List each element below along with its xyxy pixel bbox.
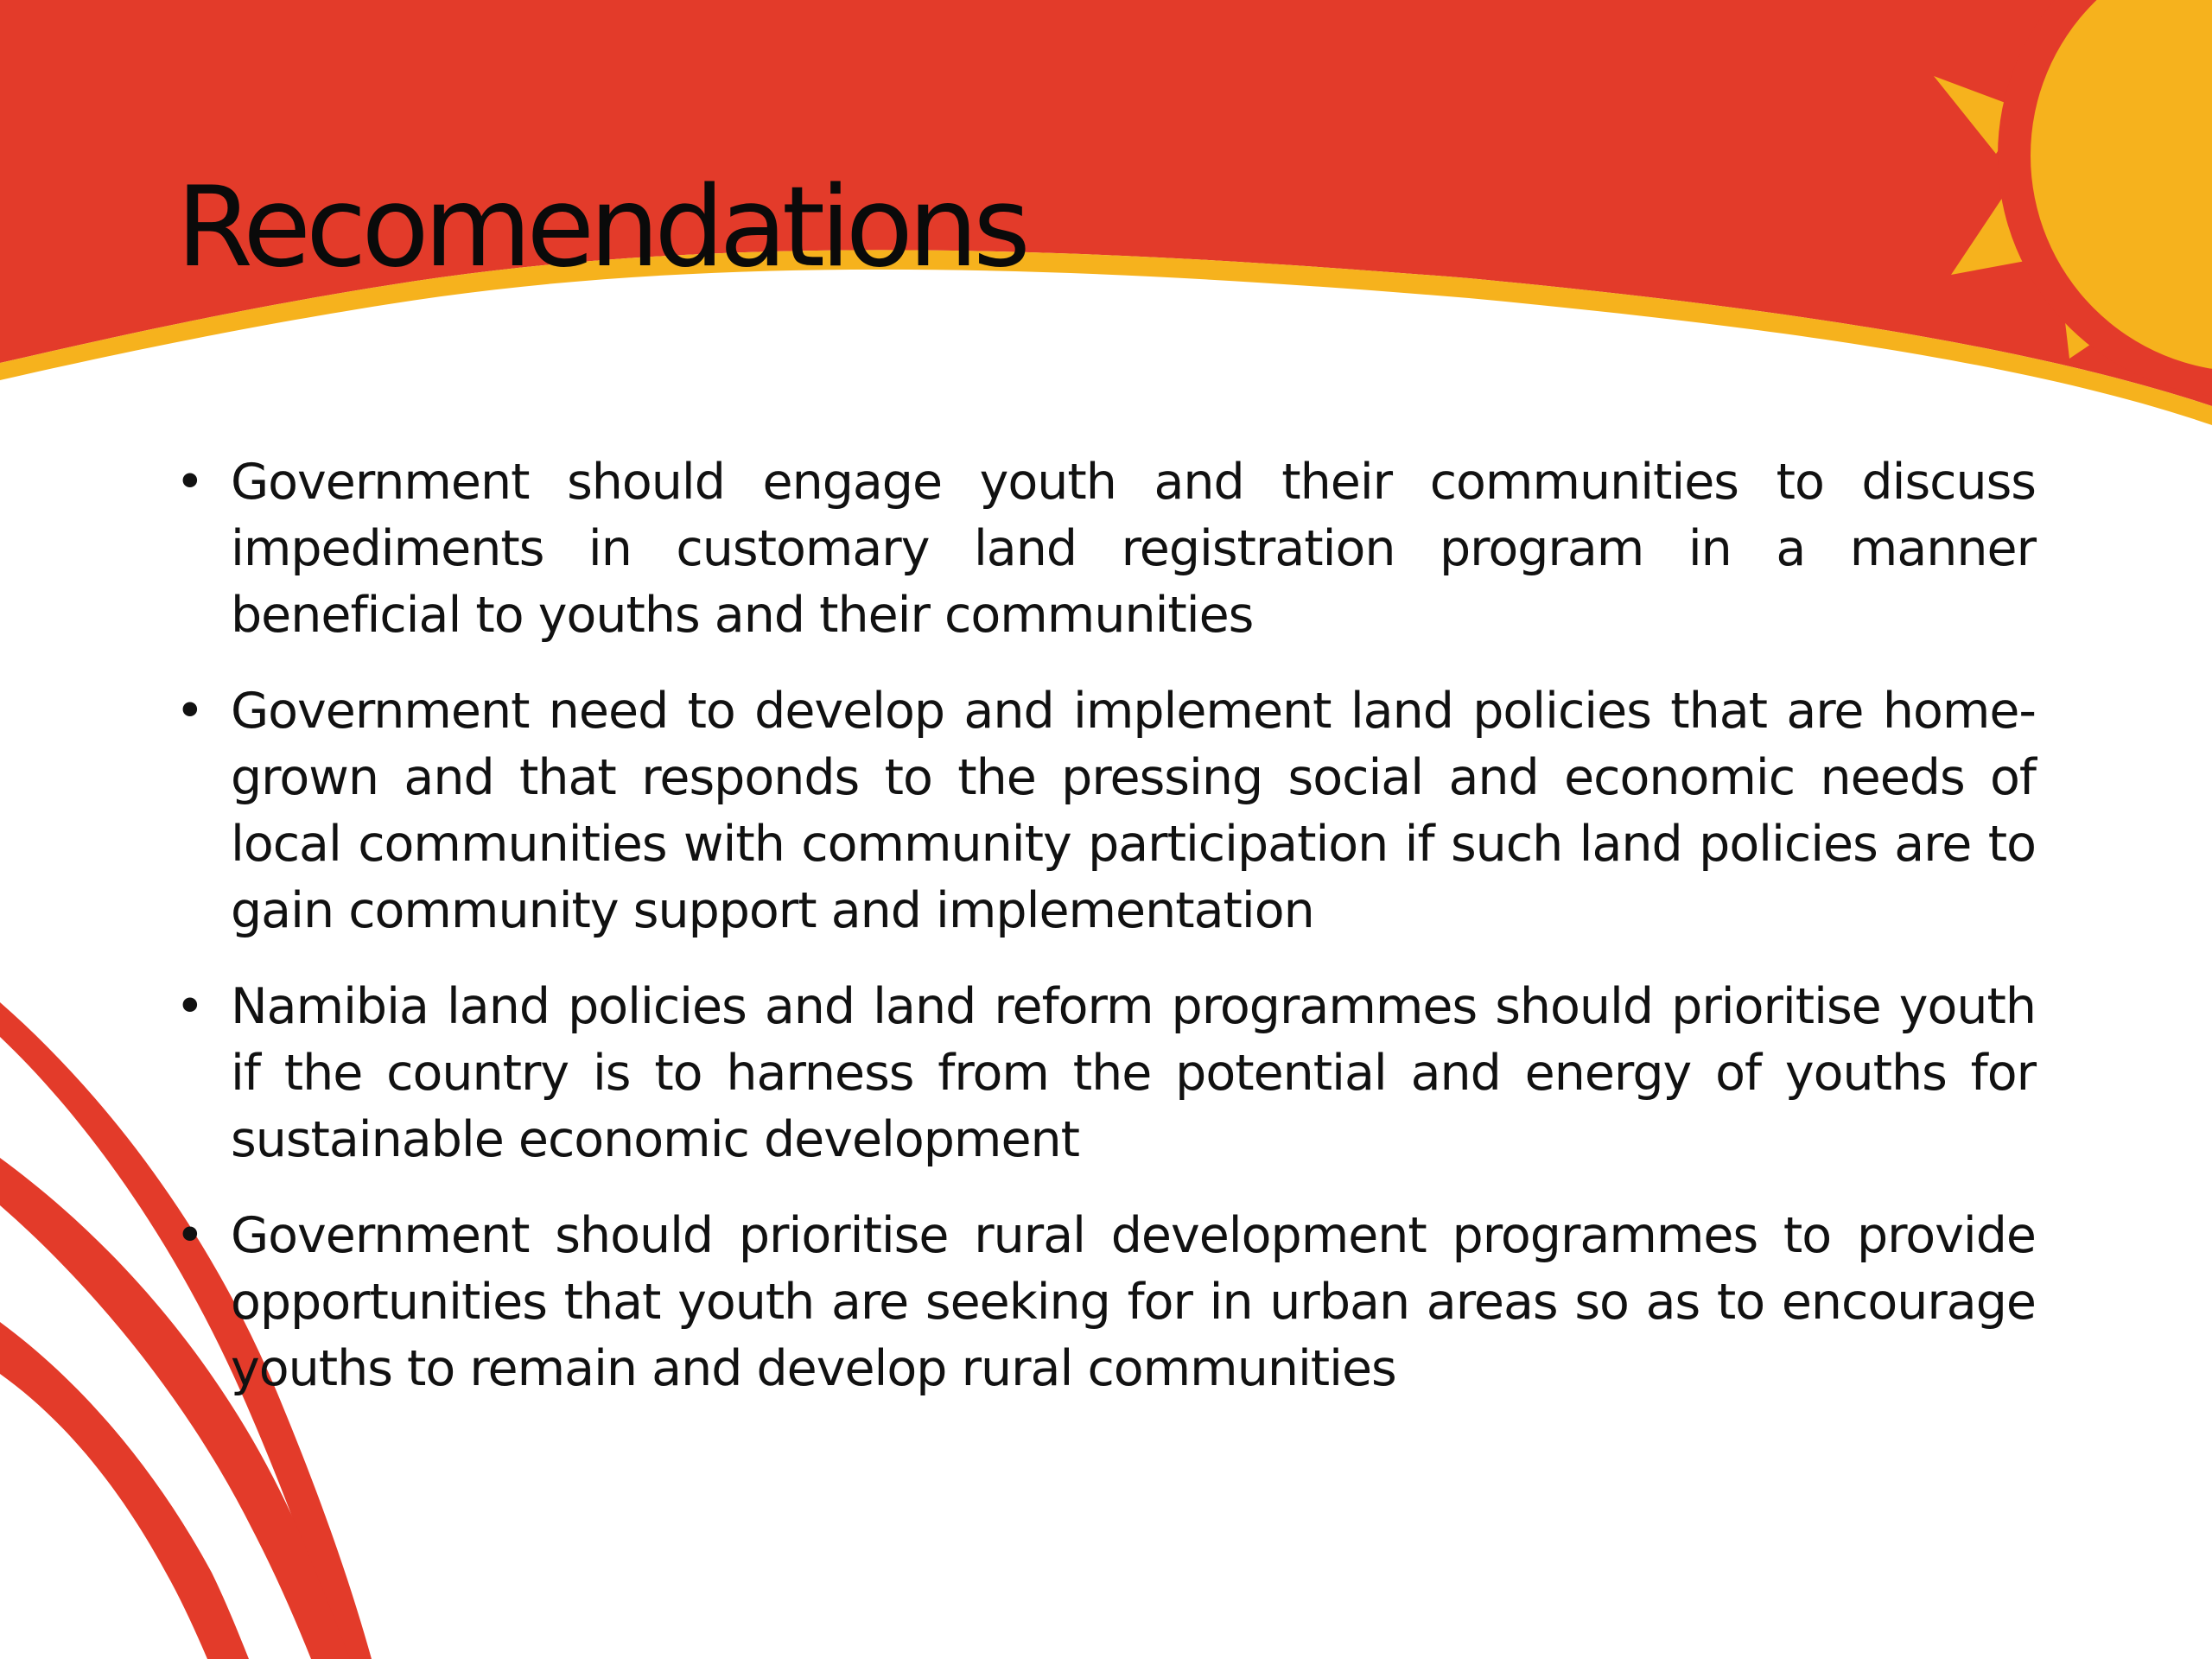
bullet-text: Namibia land policies and land reform programmes should prioritise youth if the country is to harness from the potential and energy of youths for sustainable economic development bbox=[231, 978, 2036, 1168]
bullet-icon: • bbox=[175, 1207, 204, 1264]
bullet-item bbox=[173, 678, 2036, 944]
slide-title: Recomendations bbox=[176, 163, 1026, 292]
bullet-icon: • bbox=[175, 454, 204, 511]
bullet-text: Government should engage youth and their communities to discuss impediments in customary land registration program in a manner beneficial to youths and their communities bbox=[231, 454, 2036, 644]
bullet-item bbox=[173, 974, 2036, 1173]
bullet-icon: • bbox=[175, 978, 204, 1035]
bullet-item bbox=[173, 1203, 2036, 1402]
bullet-text: Government need to develop and implement land policies that are home-grown and that responds to the pressing social and economic needs of local communities with community participation if such land policies are to gain community support and implementation bbox=[231, 683, 2036, 939]
recommendations-list bbox=[173, 449, 2036, 1432]
bullet-text: Government should prioritise rural development programmes to provide opportunities that youth are seeking for in urban areas so as to encourage youths to remain and develop rural communities bbox=[231, 1207, 2036, 1397]
bullet-icon: • bbox=[175, 683, 204, 740]
bullet-item bbox=[173, 449, 2036, 649]
